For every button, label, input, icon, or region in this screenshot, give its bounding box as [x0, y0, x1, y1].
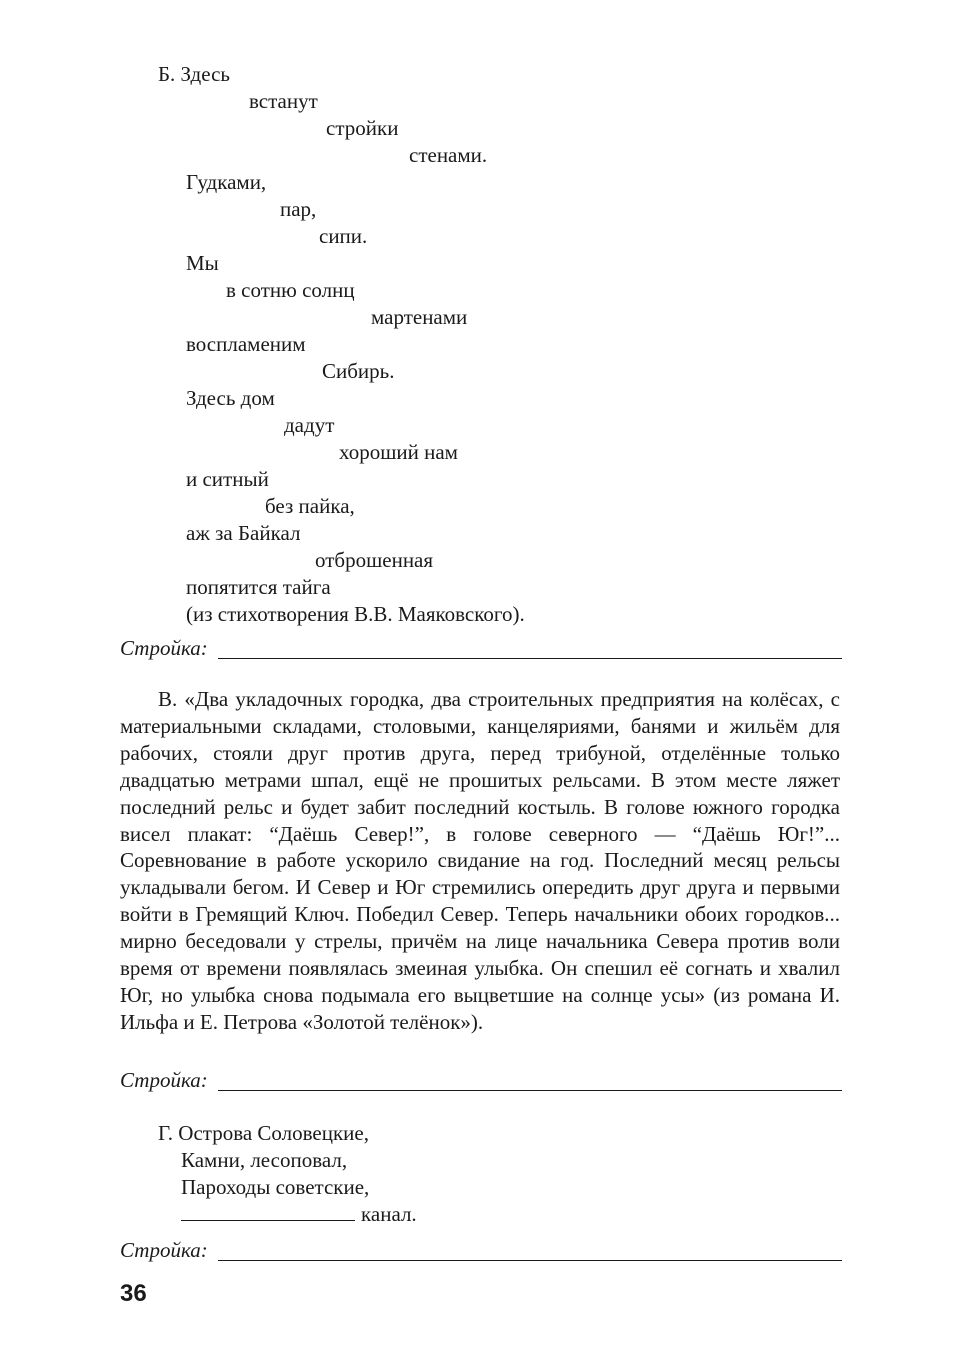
poem-line: в сотню солнц [226, 278, 355, 302]
poem-line: Пароходы советские, [181, 1175, 370, 1199]
page-number: 36 [120, 1280, 147, 1307]
poem-line-blank [181, 1202, 417, 1226]
answer-field-g[interactable] [120, 1238, 842, 1264]
poem-line: стройки [326, 116, 399, 140]
poem-line: и ситный [186, 467, 269, 491]
poem-line: Здесь дом [186, 386, 275, 410]
poem-line: Б. Здесь [158, 62, 230, 86]
poem-word: канал. [361, 1202, 417, 1226]
answer-label: Стройка: [120, 636, 208, 660]
poem-line: мартенами [371, 305, 468, 329]
poem-line: воспламеним [186, 332, 306, 356]
answer-label: Стройка: [120, 1238, 208, 1262]
answer-field-v[interactable] [120, 1068, 842, 1094]
poem-line: Камни, лесоповал, [181, 1148, 348, 1172]
poem-line: Мы [186, 251, 219, 275]
poem-line: стенами. [409, 143, 488, 167]
poem-line: Гудками, [186, 170, 267, 194]
poem-line: Г. Острова Соловецкие, [158, 1121, 369, 1145]
poem-line: хороший нам [339, 440, 458, 464]
poem-line: дадут [284, 413, 335, 437]
poem-line: отброшенная [315, 548, 434, 572]
poem-line: встанут [249, 89, 318, 113]
answer-line[interactable] [218, 1260, 842, 1261]
poem-line: аж за Байкал [186, 521, 301, 545]
section-v-text: В. «Два укладочных городка, два строительных предприятия на колёсах, с материальными складами, столовыми, канцеляриями, банями и жильём для рабочих, стояли друг против друга, перед трибуной, отделённые только двадцатью метрами шпал, ещё не прошитых рельсами. В этом месте ляжет последний рельс и будет забит последний костыль. В голове южного городка висел плакат: “Даёшь Север!”, в голове северного — “Даёшь Юг!”... Соревнование в работе ускорило свидание на год. Последний месяц рельсы укладывали бегом. И Север и Юг стремились опередить друг друга и первыми войти в Гремящий Ключ. Победил Север. Теперь начальники обоих городков... мирно беседовали у стрелы, причём на лице начальника Севера против воли время от времени появлялась змеиная улыбка. Он спешил её согнать и хвалил Юг, но улыбка снова подымала его выцветшие на солнце усы» (из романа И. Ильфа и Е. Петрова «Золотой телёнок»). [120, 687, 840, 1034]
poem-source: (из стихотворения В.В. Маяковского). [186, 602, 525, 626]
poem-line: попятится тайга [186, 575, 331, 599]
answer-label: Стройка: [120, 1068, 208, 1092]
poem-line: Сибирь. [322, 359, 395, 383]
poem-line: пар, [280, 197, 317, 221]
fill-in-blank[interactable] [181, 1202, 355, 1221]
answer-line[interactable] [218, 658, 842, 659]
answer-line[interactable] [218, 1090, 842, 1091]
poem-line: сипи. [319, 224, 368, 248]
poem-line: без пайка, [265, 494, 355, 518]
answer-field-b[interactable] [120, 636, 842, 662]
